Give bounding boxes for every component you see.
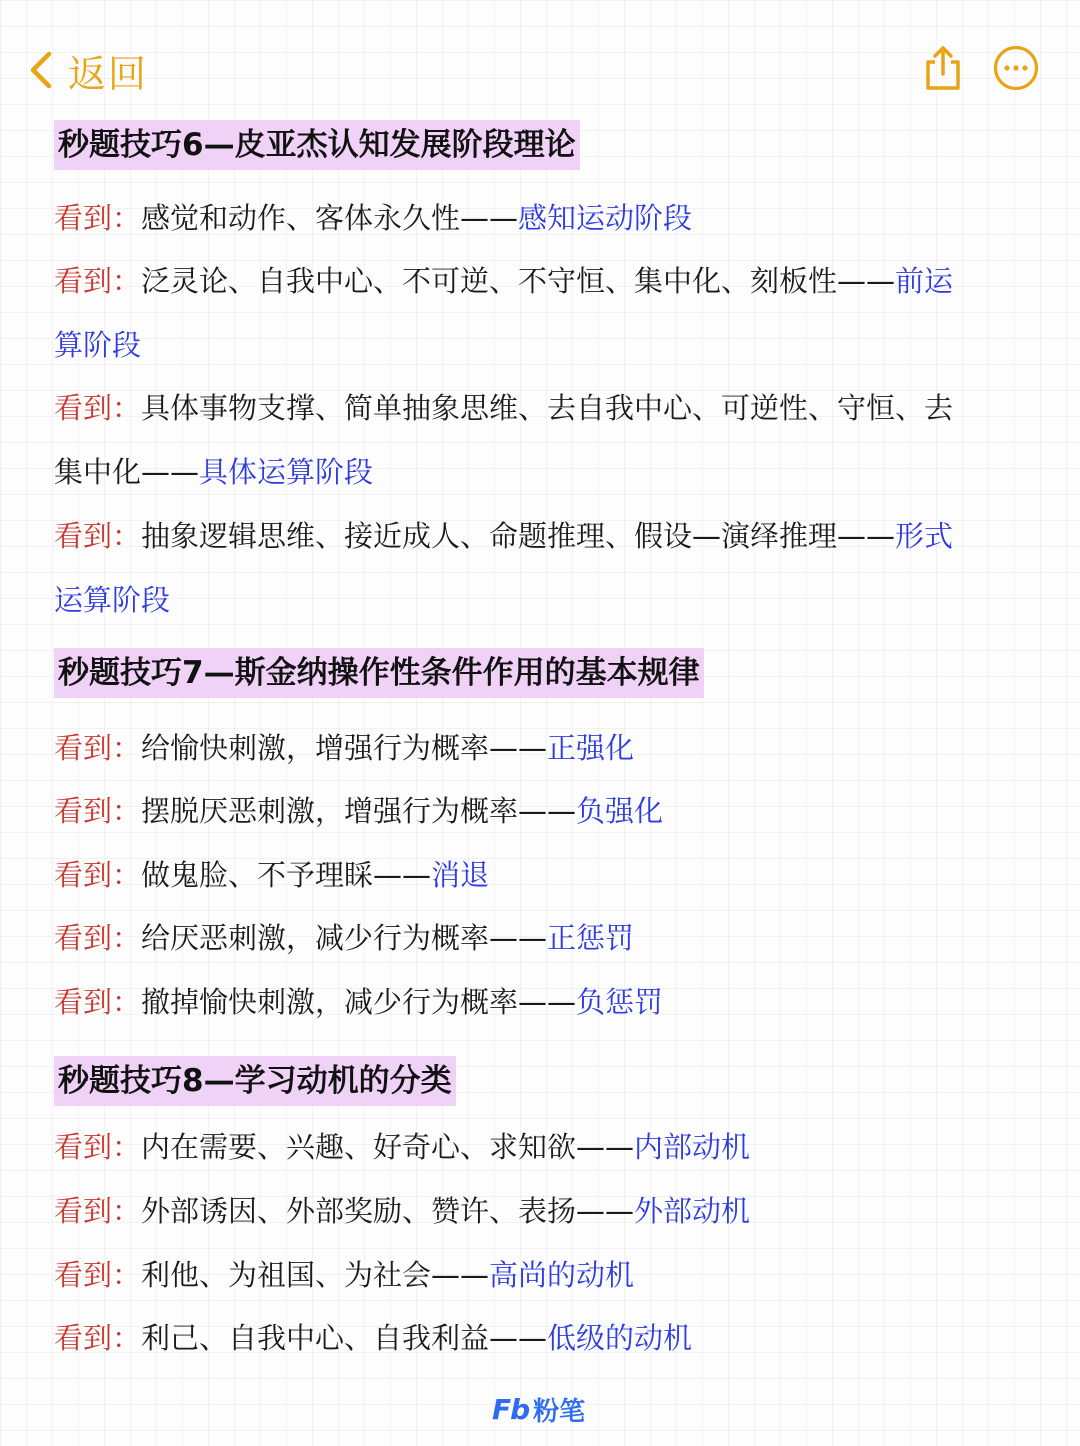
- item-answer: 内部动机: [634, 1130, 751, 1164]
- item-label: 看到：: [54, 921, 142, 955]
- item-answer: 感知运动阶段: [518, 201, 693, 235]
- item-answer: 正强化: [547, 731, 635, 765]
- item-content: 具体事物支撑、简单抽象思维、去自我中心、可逆性、守恒、去: [141, 391, 954, 425]
- section-title: 秒题技巧6—皮亚杰认知发展阶段理论: [54, 120, 580, 170]
- item-label: 看到：: [54, 985, 142, 1019]
- list-item: [54, 716, 1044, 780]
- list-item: [54, 1179, 1044, 1243]
- item-answer: 前运: [895, 264, 954, 298]
- list-item: [54, 1115, 1044, 1179]
- item-label: 看到：: [54, 794, 142, 828]
- item-content: 集中化——: [54, 455, 200, 489]
- item-answer: 具体运算阶段: [199, 455, 374, 489]
- list-item: [54, 1243, 1044, 1307]
- item-label: 看到：: [54, 391, 142, 425]
- back-label: 返回: [68, 51, 149, 96]
- item-label: 看到：: [54, 858, 142, 892]
- item-content: 泛灵论、自我中心、不可逆、不守恒、集中化、刻板性——: [141, 264, 896, 298]
- item-content: 利己、自我中心、自我利益——: [141, 1321, 548, 1355]
- item-label: 看到：: [54, 201, 142, 235]
- item-content: 给厌恶刺激，减少行为概率——: [141, 921, 548, 955]
- item-label: 看到：: [54, 519, 142, 553]
- item-content: 做鬼脸、不予理睬——: [141, 858, 432, 892]
- item-label: 看到：: [54, 1194, 142, 1228]
- back-button[interactable]: [28, 40, 148, 100]
- list-item: [54, 1306, 1044, 1370]
- list-item: [54, 779, 1044, 843]
- item-answer: 算阶段: [54, 328, 142, 362]
- list-item: [54, 249, 1044, 313]
- item-label: 看到：: [54, 731, 142, 765]
- list-item-continuation: [54, 568, 1044, 632]
- item-label: 看到：: [54, 264, 142, 298]
- item-answer: 负强化: [576, 794, 664, 828]
- share-icon: [922, 77, 964, 96]
- item-answer: 外部动机: [634, 1194, 751, 1228]
- list-item: [54, 970, 1044, 1034]
- item-answer: 高尚的动机: [489, 1258, 635, 1292]
- item-answer: 负惩罚: [576, 985, 664, 1019]
- list-item-continuation: [54, 313, 1044, 377]
- item-content: 摆脱厌恶刺激，增强行为概率——: [141, 794, 577, 828]
- list-item: [54, 906, 1044, 970]
- logo-text: 粉笔: [533, 1396, 586, 1427]
- list-item-continuation: [54, 440, 1044, 504]
- list-item: [54, 186, 1044, 250]
- item-label: 看到：: [54, 1130, 142, 1164]
- brand-logo: [492, 1390, 585, 1428]
- item-content: 感觉和动作、客体永久性——: [141, 201, 519, 235]
- item-label: 看到：: [54, 1258, 142, 1292]
- item-answer: 消退: [431, 858, 490, 892]
- share-button[interactable]: [922, 44, 964, 92]
- item-content: 抽象逻辑思维、接近成人、命题推理、假设—演绎推理——: [141, 519, 896, 553]
- item-answer: 正惩罚: [547, 921, 635, 955]
- section-title: 秒题技巧8—学习动机的分类: [54, 1056, 456, 1106]
- list-item: [54, 376, 1044, 440]
- logo-mark: Fb: [492, 1392, 530, 1426]
- item-answer: 形式: [895, 519, 954, 553]
- item-answer: 低级的动机: [547, 1321, 693, 1355]
- item-content: 给愉快刺激，增强行为概率——: [141, 731, 548, 765]
- list-item: [54, 504, 1044, 568]
- item-content: 利他、为祖国、为社会——: [141, 1258, 490, 1292]
- more-button[interactable]: [993, 45, 1039, 91]
- item-content: 撤掉愉快刺激，减少行为概率——: [141, 985, 577, 1019]
- more-icon: [993, 76, 1039, 95]
- list-item: [54, 843, 1044, 907]
- section-title: 秒题技巧7—斯金纳操作性条件作用的基本规律: [54, 648, 704, 698]
- item-label: 看到：: [54, 1321, 142, 1355]
- item-content: 内在需要、兴趣、好奇心、求知欲——: [141, 1130, 635, 1164]
- item-content: 外部诱因、外部奖励、赞许、表扬——: [141, 1194, 635, 1228]
- top-bar: [0, 0, 1080, 120]
- chevron-left-icon: [28, 50, 54, 90]
- item-answer: 运算阶段: [54, 583, 171, 617]
